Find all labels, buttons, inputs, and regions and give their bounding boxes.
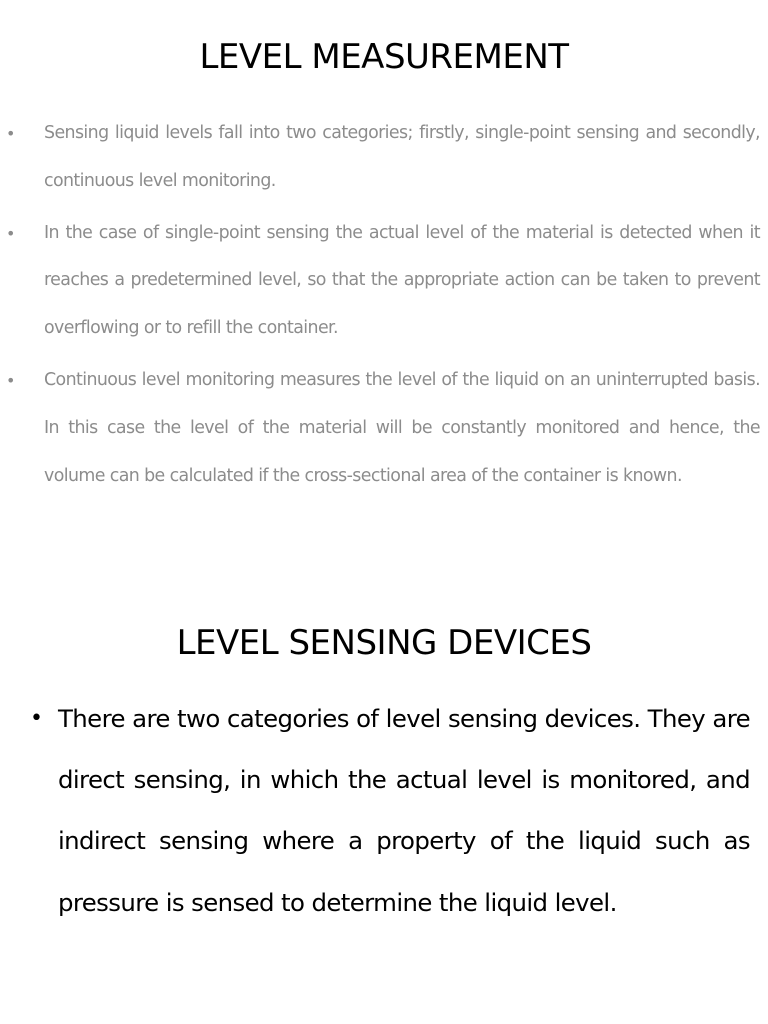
bullet-item <box>0 110 768 206</box>
bullet-list <box>0 110 768 504</box>
bullet-text: In the case of single-point sensing the actual level of the material is detected when it reaches a predetermined level, so that the appropriate action can be taken to prevent overflowing or to refill the container. <box>44 222 760 339</box>
bullet-dot-icon: • <box>30 706 43 731</box>
bullet-text: There are two categories of level sensing devices. They are direct sensing, in which the actual level is monitored, and indirect sensing where a property of the liquid such as pressure is sensed to determine the liquid level. <box>58 704 750 917</box>
bullet-dot-icon: • <box>6 124 16 143</box>
bullet-item <box>0 210 768 353</box>
bullet-item <box>0 357 768 500</box>
bullet-dot-icon: • <box>6 370 16 390</box>
bullet-dot-icon: • <box>6 223 16 243</box>
bullet-text: Sensing liquid levels fall into two categories; firstly, single-point sensing and secondly, continuous level monitoring. <box>44 123 760 191</box>
bullet-text: Continuous level monitoring measures the level of the liquid on an uninterrupted basis. In this case the level of the material will be constantly monitored and hence, the volume can be calculated if the cross-sectional area of the container is known. <box>44 369 760 486</box>
bullet-list <box>0 688 768 933</box>
bullet-item <box>0 688 768 933</box>
slide-title: LEVEL MEASUREMENT <box>199 37 569 77</box>
slide-level-sensing-devices <box>0 604 768 1024</box>
slide-title: LEVEL SENSING DEVICES <box>176 623 592 663</box>
